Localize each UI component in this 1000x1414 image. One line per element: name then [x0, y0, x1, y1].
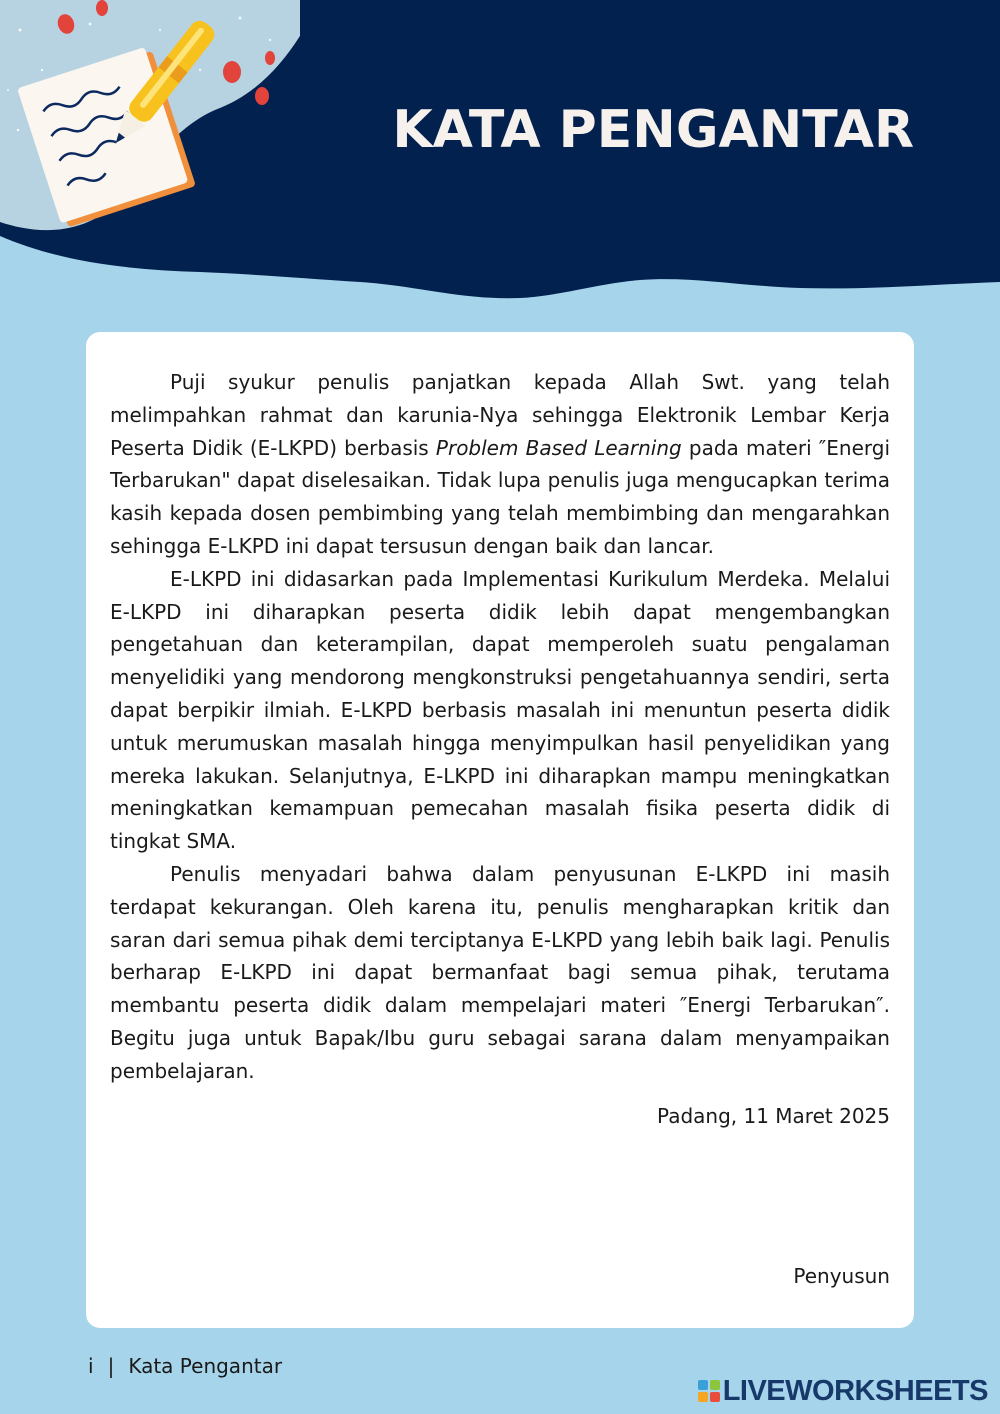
page-number: i [88, 1354, 94, 1378]
footer-section-name: Kata Pengantar [128, 1354, 283, 1378]
notebook-pen-illustration [0, 0, 300, 240]
signature: Penyusun [793, 1264, 890, 1288]
footer-separator: | [107, 1354, 115, 1378]
paragraph-1-italic-term: Problem Based Learning [435, 435, 682, 460]
page-footer [88, 1354, 282, 1378]
watermark-text: LIVEWORKSHEETS [722, 1374, 988, 1407]
paragraph-1-text-start: Puji syukur penulis panjatkan kepada Allah Swt. yang telah melimpahkan rahmat dan karunia-Nya sehingga Elektronik Lembar Kerja Peserta Didik (E-LKPD) berbasis [110, 370, 890, 460]
paragraph-2: E-LKPD ini didasarkan pada Implementasi Kurikulum Merdeka. Melalui E-LKPD ini diharapkan peserta didik lebih dapat mengembangkan pengetahuan dan keterampilan, dapat memperoleh suatu pengalaman menyelidiki yang mendorong mengkonstruksi pengetahuannya sendiri, serta dapat berpikir ilmiah. E-LKPD berbasis masalah ini menuntun peserta didik untuk merumuskan masalah hingga menyimpulkan hasil penyelidikan yang mereka lakukan. Selanjutnya, E-LKPD ini diharapkan mampu meningkatkan meningkatkan kemampuan pemecahan masalah fisika peserta didik di tingkat SMA. [110, 566, 890, 854]
place-date: Padang, 11 Maret 2025 [657, 1103, 890, 1128]
content-card [86, 332, 914, 1328]
paragraph-3: Penulis menyadari bahwa dalam penyusunan E-LKPD ini masih terdapat kekurangan. Oleh karena itu, penulis mengharapkan kritik dan saran dari semua pihak demi terciptanya E-LKPD yang lebih baik lagi. Penulis berharap E-LKPD ini dapat bermanfaat bagi semua pihak, terutama membantu peserta didik dalam mempelajari materi ″Energi Terbarukan″. Begitu juga untuk Bapak/Ibu guru sebagai sarana dalam menyampaikan pembelajaran. [110, 861, 890, 1083]
liveworksheets-watermark[interactable] [698, 1374, 988, 1408]
liveworksheets-logo-icon [698, 1380, 720, 1402]
paragraph-1 [110, 366, 890, 563]
paragraph-1-text-end: pada materi ″Energi Terbarukan" dapat diselesaikan. Tidak lupa penulis juga mengucapkan terima kasih kepada dosen pembimbing yang telah membimbing dan mengarahkan sehingga E-LKPD ini dapat tersusun dengan baik dan lancar. [110, 435, 891, 558]
page-title: KATA PENGANTAR [392, 100, 914, 160]
